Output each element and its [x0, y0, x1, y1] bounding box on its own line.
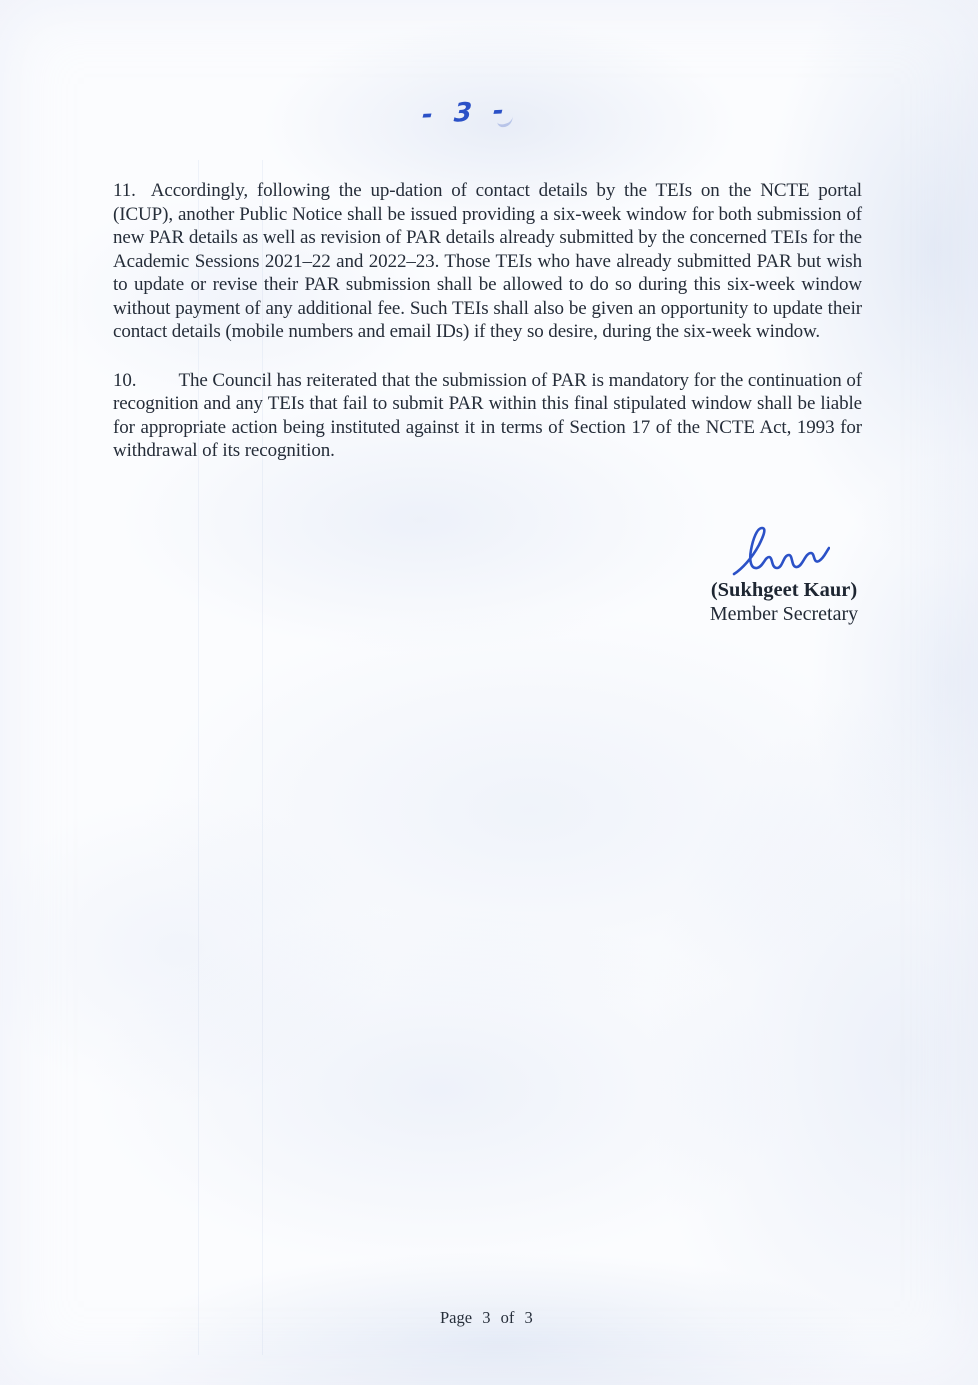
paragraph-10-text: The Council has reiterated that the submission of PAR is mandatory for the continuation of recognition and any TEIs that fail to submit PAR within this final stipulated window shall be liable for appropriate action being instituted against it in terms of Section 17 of the NCTE Act, 1993 for withdrawal of its recognition.: [113, 369, 862, 461]
paragraph-10: [113, 369, 862, 463]
handwritten-page-number: - 3 -: [421, 95, 511, 131]
signature-block: [694, 524, 874, 626]
document-body: [113, 179, 862, 463]
paragraph-10-number: 10.: [113, 369, 137, 391]
paragraph-11: [113, 179, 862, 344]
signature-scribble: [730, 524, 830, 578]
signatory-name: (Sukhgeet Kaur): [710, 579, 858, 601]
page-footer: Page 3 of 3: [440, 1308, 533, 1327]
ink-smudge: [496, 113, 514, 128]
paragraph-11-text: Accordingly, following the up-dation of contact details by the TEIs on the NCTE portal (ICUP), another Public Notice shall be issued providing a six-week window for both submission of new PAR details as well as revision of PAR details already submitted by the concerned TEIs for the Academic Sessions 2021–22 and 2022–23. Those TEIs who have already submitted PAR but wish to update or revise their PAR submission shall be allowed to do so during this six-week window without payment of any additional fee. Such TEIs shall also be given an opportunity to update their contact details (mobile numbers and email IDs) if they so desire, during the six-week window.: [113, 180, 862, 342]
signatory-title: Member Secretary: [709, 603, 859, 625]
paragraph-11-number: 11.: [113, 180, 136, 201]
